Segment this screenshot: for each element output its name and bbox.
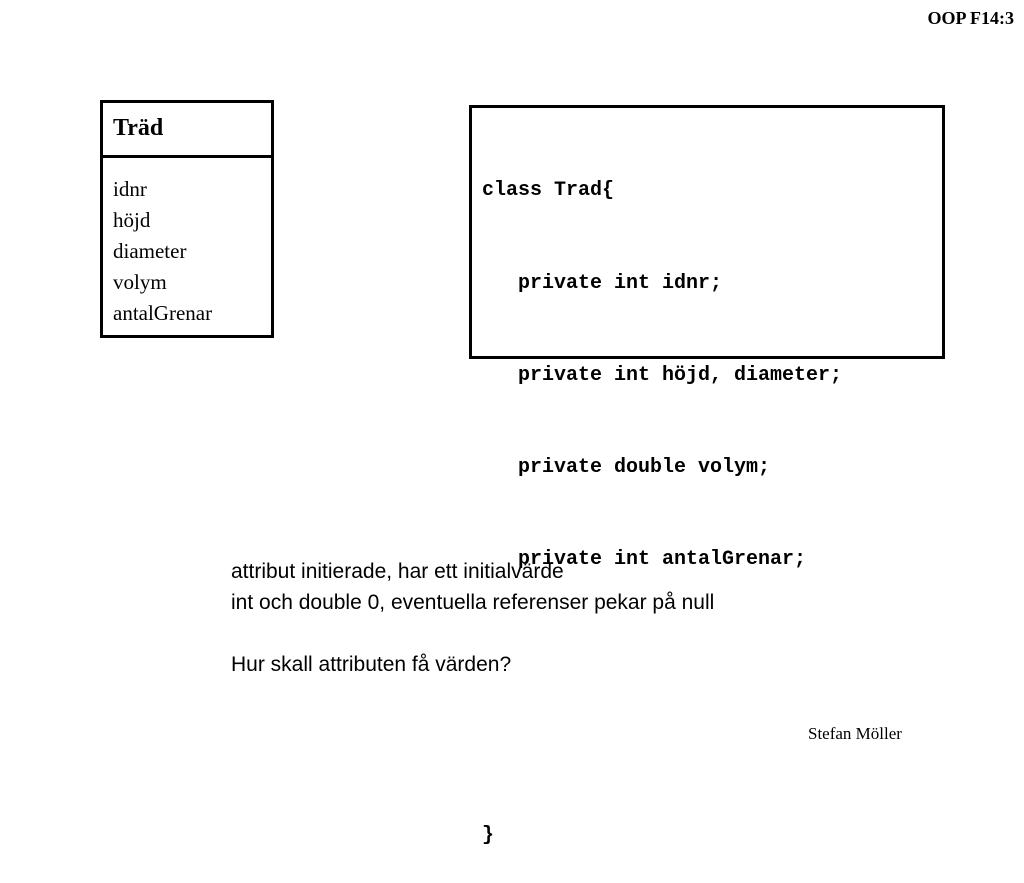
uml-class-diagram — [100, 100, 274, 338]
code-line: private int idnr; — [482, 271, 723, 295]
code-line: class Trad{ — [482, 179, 615, 203]
slide-identifier: OOP F14:3 — [927, 8, 1014, 28]
uml-class-name: Träd — [103, 103, 271, 158]
code-line: private double volym; — [482, 455, 771, 479]
code-line: } — [482, 824, 495, 848]
note-spacer — [231, 618, 714, 649]
code-line: private int antalGrenar; — [482, 547, 807, 571]
uml-attribute: antalGrenar — [113, 301, 213, 325]
uml-attribute: volym — [113, 270, 167, 294]
uml-attribute: höjd — [113, 208, 151, 232]
note-question: Hur skall attributen få värden? — [231, 653, 512, 676]
author-footer: Stefan Möller — [808, 724, 902, 743]
uml-attribute: idnr — [113, 177, 147, 201]
code-line: private int höjd, diameter; — [482, 363, 843, 387]
uml-attribute-list — [103, 158, 271, 335]
explanation-notes — [231, 556, 714, 680]
note-initialized: attribut initierade, har ett initialvärde — [231, 560, 564, 583]
note-default-values: int och double 0, eventuella referenser pekar på null — [231, 591, 715, 614]
uml-attribute: diameter — [113, 239, 187, 263]
